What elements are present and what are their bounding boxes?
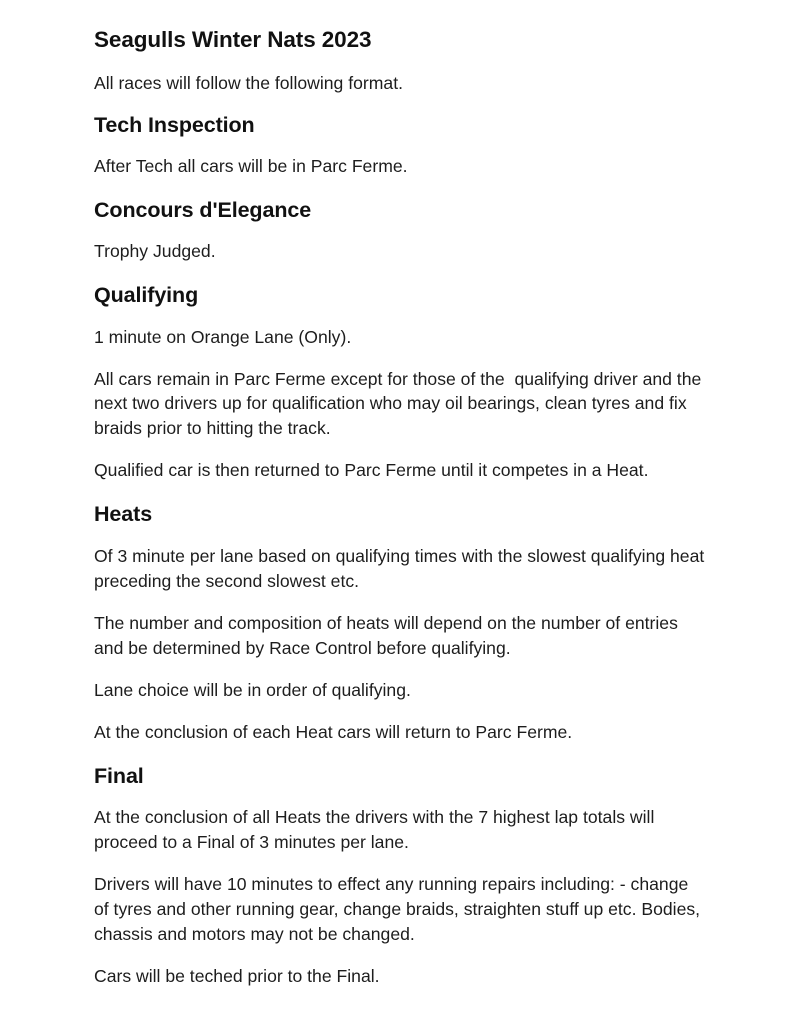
- section-heading: Concours d'Elegance: [94, 197, 312, 222]
- section-paragraph: 1 minute on Orange Lane (Only).: [94, 326, 352, 347]
- section-heading: Qualifying: [94, 283, 199, 308]
- section-paragraph: At the conclusion of all Heats the drivers with the 7 highest lap totals will proceed to a Final of 3 minutes per lane.: [94, 806, 660, 852]
- section-paragraph: Lane choice will be in order of qualifying.: [94, 679, 411, 700]
- section-paragraph: All cars remain in Parc Ferme except for those of the qualifying driver and the next two drivers up for qualification who may oil bearings, clean tyres and fix braids prior to hitting the track.: [94, 368, 707, 439]
- document-section: [94, 502, 710, 744]
- intro-paragraph: All races will follow the following format.: [94, 72, 403, 93]
- document-section: [94, 283, 705, 483]
- section-heading: Final: [94, 763, 144, 788]
- section-heading: Tech Inspection: [94, 112, 255, 137]
- section-paragraph: Drivers will have 10 minutes to effect any running repairs including: - change of tyres and other running gear, change braids, straighten stuff up etc. Bodies, chassis and motors may not be changed.: [94, 873, 705, 944]
- document-section: [94, 198, 705, 264]
- sections-container: [94, 112, 710, 989]
- section-paragraph: Trophy Judged.: [94, 241, 216, 262]
- page-title: Seagulls Winter Nats 2023: [94, 27, 372, 52]
- section-paragraph: The number and composition of heats will depend on the number of entries and be determined by Race Control before qualifying.: [94, 612, 683, 658]
- section-paragraph: Of 3 minute per lane based on qualifying times with the slowest qualifying heat preceding the second slowest etc.: [94, 545, 710, 591]
- section-heading: Heats: [94, 502, 153, 527]
- document-section: [94, 764, 705, 989]
- section-paragraph: Qualified car is then returned to Parc Ferme until it competes in a Heat.: [94, 460, 649, 481]
- section-paragraph: Cars will be teched prior to the Final.: [94, 965, 380, 986]
- section-paragraph: After Tech all cars will be in Parc Ferme.: [94, 155, 408, 176]
- document-section: [94, 113, 705, 179]
- section-paragraph: At the conclusion of each Heat cars will return to Parc Ferme.: [94, 721, 573, 742]
